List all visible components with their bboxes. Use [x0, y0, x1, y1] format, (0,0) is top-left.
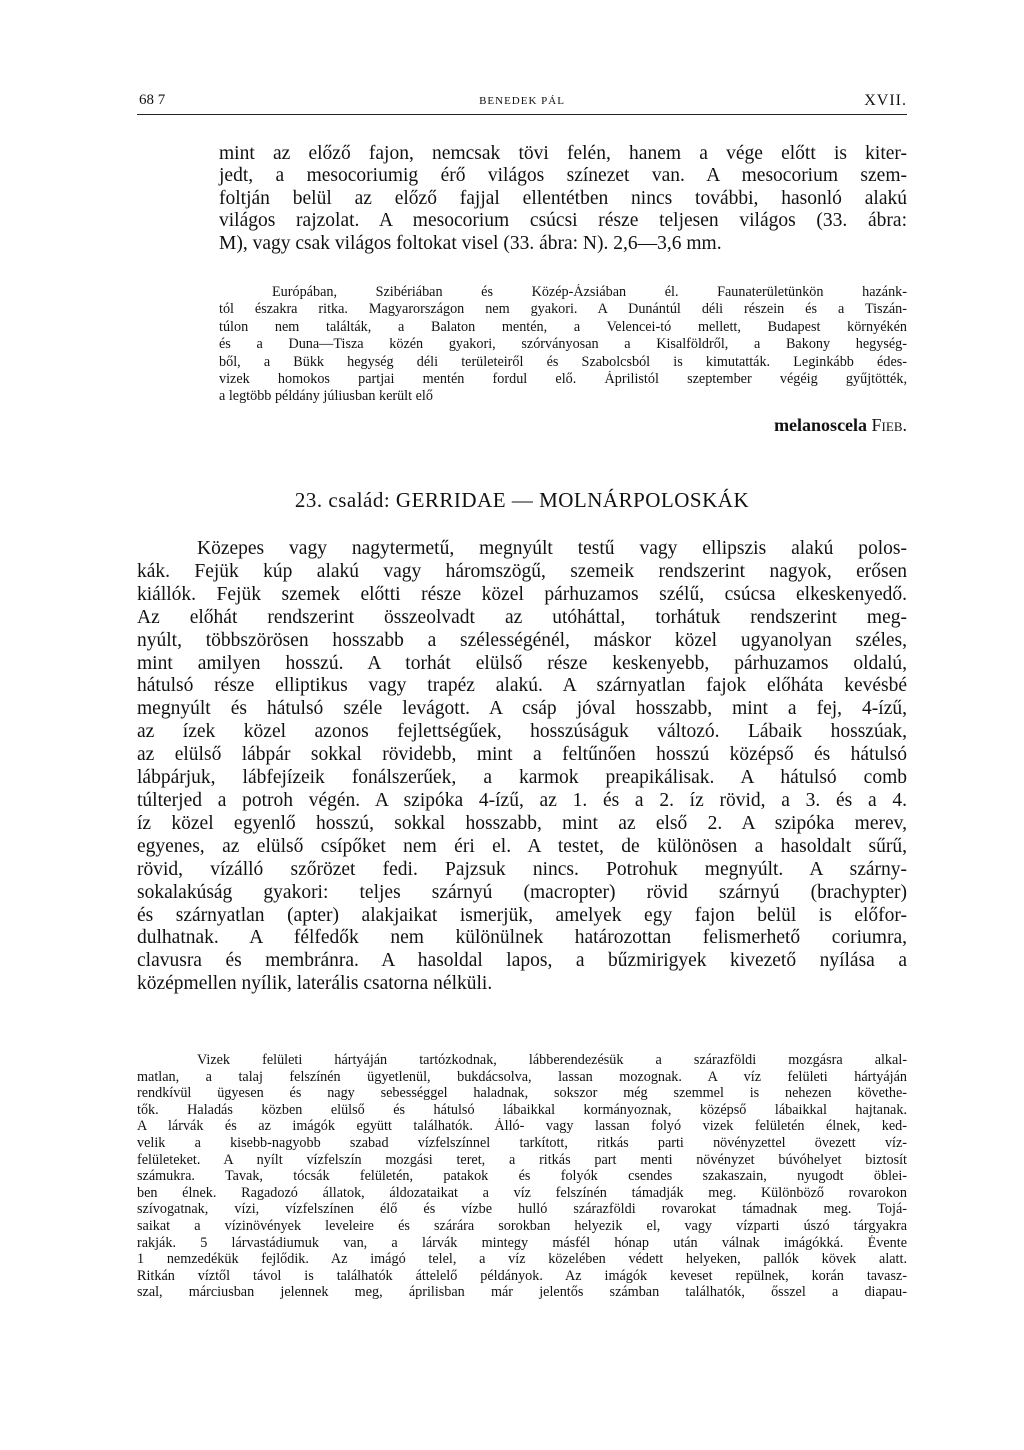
species-name [774, 415, 907, 436]
text-line: túlterjed a potroh végén. A szipóka 4-ízű, az 1. és a 2. íz rövid, a 3. és a 4. [137, 789, 907, 811]
text-line: hátulsó része elliptikus vagy trapéz alakú. A szárnyatlan fajok előháta kevésbé [137, 675, 907, 697]
text-line: matlan, a talaj felszínén ügyetlenül, bukdácsolva, lassan mozognak. A víz felületi hártyáján [137, 1068, 907, 1085]
text-line: clavusra és membránra. A hasoldal lapos, a bűzmirigyek kivezető nyílása a [137, 950, 907, 972]
text-line: tők. Haladás közben elülső és hátulsó lábaikkal kormányoznak, középső lábaikkal hajtanak. [137, 1101, 907, 1118]
text-line: egyenes, az elülső csípőket nem éri el. A testet, de különösen a hasoldalt sűrű, [137, 835, 907, 857]
text-line: Európában, Szibériában és Közép-Ázsiában él. Faunaterületünkön hazánk- [272, 284, 907, 300]
text-line: világos rajzolat. A mesocorium csúcsi része teljesen világos (33. ábra: [219, 210, 907, 232]
biology-paragraph [137, 1052, 907, 1301]
text-line: foltján belül az előző fajjal ellentétben nincs további, hasonló alakú [219, 187, 907, 209]
intro-paragraph [137, 143, 907, 255]
text-line: kiállók. Fejük szemek előtti része közel párhuzamos szélű, csúcsa elkeskenyedő. [137, 583, 907, 605]
page-number: 68 7 [139, 92, 166, 108]
text-line: rendkívül ügyesen és nagy sebességgel haladnak, sokszor még szemmel is nehezen követhe- [137, 1085, 907, 1102]
description-paragraph [137, 538, 907, 996]
text-line: A lárvák és az imágók együtt találhatók. Álló- vagy lassan folyó vizek felületén élnek, ked- [137, 1118, 907, 1135]
text-line: Az előhát rendszerint összeolvadt az utóháttal, torhátuk rendszerint meg- [137, 606, 907, 628]
text-line: sokalakúság gyakori: teljes szárnyú (macropter) rövid szárnyú (brachypter) [137, 881, 907, 903]
text-line: és a Duna—Tisza közén gyakori, szórványosan a Kisalföldről, a Bakony hegység- [219, 336, 907, 353]
running-header [137, 92, 907, 115]
text-line: szívogatnak, vízi, vízfelszínen élő és vízbe hulló szárazföldi rovarokat támadnak meg. Tojá- [137, 1201, 907, 1218]
text-line: vizek homokos partjai mentén fordul elő. Áprilistól szeptember végéig gyűjtötték, [219, 371, 907, 388]
text-line: és szárnyatlan (apter) alakjaikat ismerjük, amelyek egy fajon belül is előfor- [137, 904, 907, 926]
text-line: 1 nemzedékük fejlődik. Az imágó telel, a víz közelében védett helyeken, pallók kövek alatt. [137, 1251, 907, 1268]
text-line: középmellen nyílik, laterális csatorna nélküli. [137, 973, 493, 995]
text-line: tól északra ritka. Magyarországon nem gyakori. A Dunántúl déli részein és a Tiszán- [219, 301, 907, 318]
text-line: mint az előző fajon, nemcsak tövi felén, hanem a vége előtt is kiter- [219, 143, 907, 164]
section-number: XVII. [864, 92, 907, 109]
text-line: velik a kisebb-nagyobb szabad vízfelszínnel tarkított, ritkás parti növényzettel övezett víz- [137, 1134, 907, 1151]
text-line: jedt, a mesocoriumig érő világos színezet van. A mesocorium szem- [219, 165, 907, 187]
text-line: Közepes vagy nagytermetű, megnyúlt testű vagy ellipszis alakú polos- [197, 538, 907, 559]
text-line: nyúlt, többszörösen hosszabb a szélességénél, máskor közel ugyanolyan széles, [137, 629, 907, 651]
text-line: felületeket. A nyílt vízfelszín mozgási teret, a ritkás part menti növényzet búvóhelyet biztosít [137, 1151, 907, 1168]
text-line: kák. Fejük kúp alakú vagy háromszögű, szemeik rendszerint nagyok, erősen [137, 560, 907, 582]
text-line: a legtöbb példány júliusban került elő [219, 388, 433, 405]
text-line: Vizek felületi hártyáján tartózkodnak, lábberendezésük a szárazföldi mozgásra alkal- [197, 1052, 907, 1068]
text-line: túlon nem találták, a Balaton mentén, a Velencei-tó mellett, Budapest környékén [219, 318, 907, 335]
text-line: rakják. 5 lárvastádiumuk van, a lárvák mintegy másfél hónap után válnak imágókká. Évente [137, 1234, 907, 1251]
family-heading: 23. család: GERRIDAE — MOLNÁRPOLOSKÁK [294, 488, 750, 512]
distribution-paragraph [137, 284, 907, 406]
text-line: rövid, vízálló szőrözet fedi. Pajzsuk nincs. Potrohuk megnyúlt. A szárny- [137, 858, 907, 880]
text-line: ből, a Bükk hegység déli területeiről és Szabolcsból is kimutatták. Leginkább édes- [219, 353, 907, 370]
text-line: lábpárjuk, lábfejízeik fonálszerűek, a karmok preapikálisak. A hátulsó comb [137, 767, 907, 789]
species-author: Fieb. [871, 415, 907, 435]
running-author: BENEDEK PÁL [479, 95, 565, 107]
text-line: Ritkán víztől távol is találhatók áttelelő példányok. Az imágók keveset repülnek, korán tavasz- [137, 1267, 907, 1284]
text-line: szal, márciusban jelennek meg, áprilisban már jelentős számban találhatók, ősszel a diapau- [137, 1284, 907, 1301]
text-line: mint amilyen hosszú. A torhát elülső része keskenyebb, párhuzamos oldalú, [137, 652, 907, 674]
text-line: ben élnek. Ragadozó állatok, áldozataikat a víz felszínén támadják meg. Különböző rovarokon [137, 1184, 907, 1201]
species-epithet: melanoscela [774, 415, 868, 435]
text-line: íz közel egyenlő hosszú, sokkal hosszabb, mint az első 2. A szipóka merev, [137, 812, 907, 834]
text-line: M), vagy csak világos foltokat visel (33. ábra: N). 2,6—3,6 mm. [219, 232, 722, 254]
text-line: saikat a vízinövények leveleire és szárára sorokban helyezik el, vagy vízparti úszó tárgyakra [137, 1217, 907, 1234]
text-line: az ízek közel azonos fejlettségűek, hosszúságuk változó. Lábaik hosszúak, [137, 721, 907, 743]
text-line: az elülső lábpár sokkal rövidebb, mint a feltűnően hosszú középső és hátulsó [137, 744, 907, 766]
text-line: megnyúlt és hátulsó széle levágott. A csáp jóval hosszabb, mint a fej, 4-ízű, [137, 698, 907, 720]
text-line: dulhatnak. A félfedők nem különülnek határozottan felismerhető coriumra, [137, 927, 907, 949]
text-line: számukra. Tavak, tócsák felületén, patakok és folyók csendes szakaszain, nyugodt öblei- [137, 1168, 907, 1185]
